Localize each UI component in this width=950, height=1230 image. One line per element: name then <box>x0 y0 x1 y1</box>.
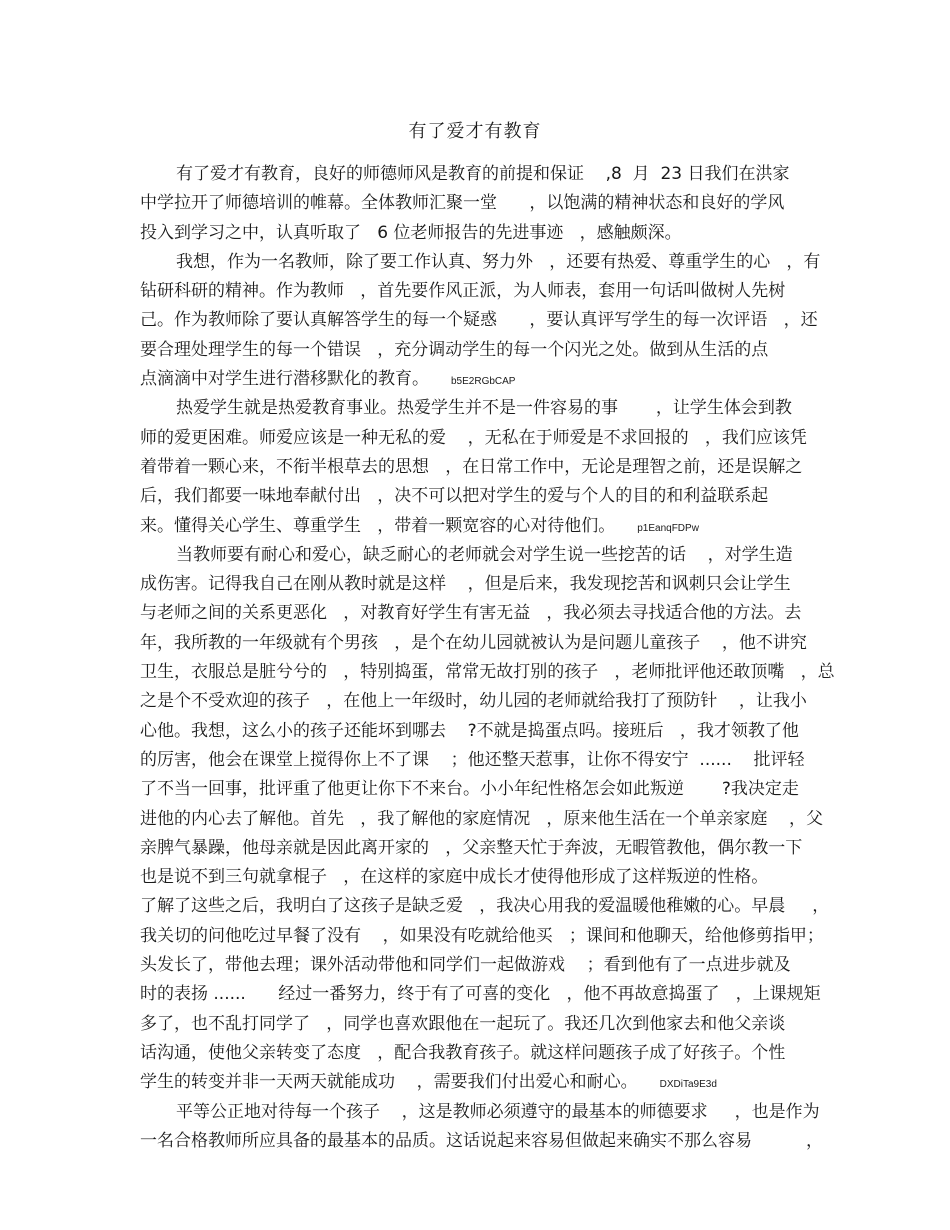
text-line <box>140 453 820 482</box>
text-line-content: 与老师之间的关系更恶化 ，对教育好学生有害无益 ，我必须去寻找适合他的方法。去 <box>140 603 802 624</box>
text-line <box>140 482 820 511</box>
text-line-content: 点滴滴中对学生进行潜移默化的教育。 <box>140 369 429 390</box>
text-line <box>140 306 820 335</box>
text-line <box>140 248 820 277</box>
text-line-content: 了不当一回事，批评重了他更让你下不来台。小小年纪性格怎会如此叛逆 ?我决定走 <box>140 779 799 800</box>
text-line-content: 进他的内心去了解他。首先 ，我了解他的家庭情况 ，原来他生活在一个单亲家庭 ，父 <box>140 808 824 829</box>
text-line-content: 投入到学习之中，认真听取了 6 位老师报告的先进事迹 ，感触颇深。 <box>140 222 682 243</box>
text-line-content: 着带着一颗心来，不衔半根草去的思想 ，在日常工作中，无论是理智之前，还是误解之 <box>140 456 803 477</box>
text-line <box>140 424 820 453</box>
text-line <box>140 1039 820 1068</box>
text-line <box>140 863 820 892</box>
text-line-content: 话沟通，使他父亲转变了态度 ，配合我教育孩子。就这样问题孩子成了好孩子。个性 <box>140 1042 786 1063</box>
text-line <box>140 1127 824 1156</box>
text-line-content: 热爱学生就是热爱教育事业。热爱学生并不是一件容易的事 ，让学生体会到教 <box>176 398 792 419</box>
text-line <box>140 717 820 746</box>
text-line-content: 多了，也不乱打同学了 ，同学也喜欢跟他在一起玩了。我还几次到他家去和他父亲谈 <box>140 1013 786 1034</box>
text-line <box>140 746 820 775</box>
text-line <box>140 1068 820 1097</box>
text-line-content: 的厉害，他会在课堂上搅得你上不了课 ；他还整天惹事，让你不得安宁 ...... 批评轻 <box>140 749 805 770</box>
text-line <box>140 365 820 394</box>
text-line <box>140 1010 820 1039</box>
text-line-content: 师的爱更困难。师爱应该是一种无私的爱 ，无私在于师爱是不求回报的 ，我们应该凭 <box>140 427 807 448</box>
text-line-content: 心他。我想，这么小的孩子还能坏到哪去 ?不就是捣蛋点吗。接班后 ，我才领教了他 <box>140 720 799 741</box>
text-line <box>140 775 820 804</box>
text-line-content: 来。懂得关心学生、尊重学生 ，带着一颗宽容的心对待他们。 <box>140 515 616 536</box>
text-line-content: 一名合格教师所应具备的最基本的品质。这话说起来容易但做起来确实不那么容易 ， <box>140 1130 824 1151</box>
paragraph-code: b5E2RGbCAP <box>451 376 516 388</box>
text-line <box>140 541 820 570</box>
text-line <box>140 219 820 248</box>
text-line <box>140 980 820 1009</box>
text-line <box>140 892 830 921</box>
text-line-content: 有了爱才有教育，良好的师德师风是教育的前提和保证 ,8 月 23 日我们在洪家 <box>176 164 790 184</box>
text-line-content: 也是说不到三句就拿棍子 ，在这样的家庭中成长才使得他形成了这样叛逆的性格。 <box>140 867 769 888</box>
text-line <box>140 658 835 687</box>
text-line-content: 中学拉开了师德培训的帷幕。全体教师汇聚一堂 ，以饱满的精神状态和良好的学风 <box>140 193 785 214</box>
text-line <box>140 512 820 541</box>
text-line-content: 之是个不受欢迎的孩子 ，在他上一年级时，幼儿园的老师就给我打了预防针 ，让我小 <box>140 691 807 712</box>
text-line <box>140 1098 820 1127</box>
text-line <box>140 834 820 863</box>
text-line-content: 后，我们都要一味地奉献付出 ，决不可以把对学生的爱与个人的目的和利益联系起 <box>140 486 769 507</box>
text-line <box>140 599 820 628</box>
text-line-content: 头发长了，带他去理；课外活动带他和同学们一起做游戏 ；看到他有了一点进步就及 <box>140 955 791 976</box>
text-line-content: 卫生，衣服总是脏兮兮的 ，特别捣蛋，常常无故打别的孩子 ，老师批评他还敢顶嘴 ，总 <box>140 662 835 683</box>
text-line <box>140 951 820 980</box>
text-line-content: 要合理处理学生的每一个错误 ，充分调动学生的每一个闪光之处。做到从生活的点 <box>140 339 769 360</box>
text-line <box>140 336 820 365</box>
article-body <box>140 160 835 1156</box>
text-line-content: 我想，作为一名教师，除了要工作认真、努力外 ，还要有热爱、尊重学生的心 ，有 <box>176 251 821 272</box>
text-line-content: 年，我所教的一年级就有个男孩 ，是个在幼儿园就被认为是问题儿童孩子 ，他不讲究 <box>140 632 807 653</box>
text-line <box>140 277 820 306</box>
text-line-content: 己。作为教师除了要认真解答学生的每一个疑惑 ，要认真评写学生的每一次评语 ，还 <box>140 310 818 331</box>
text-line-content: 钻研科研的精神。作为教师 ，首先要作风正派，为人师表，套用一句话叫做树人先树 <box>140 281 786 302</box>
text-line-content: 成伤害。记得我自己在刚从教时就是这样 ，但是后来，我发现挖苦和讽刺只会让学生 <box>140 574 791 595</box>
text-line-content: 平等公正地对待每一个孩子 ，这是教师必须遵守的最基本的师德要求 ，也是作为 <box>176 1101 820 1122</box>
text-line <box>140 189 820 218</box>
text-line-content: 时的表扬 ...... 经过一番努力，终于有了可喜的变化 ，他不再故意捣蛋了 ，上课规矩 <box>140 984 821 1005</box>
text-line <box>140 922 824 951</box>
text-line <box>140 570 820 599</box>
text-line-content: 学生的转变并非一天两天就能成功 ，需要我们付出爱心和耐心。 <box>140 1072 638 1093</box>
text-line-content: 了解了这些之后，我明白了这孩子是缺乏爱 ，我决心用我的爱温暖他稚嫩的心。早晨 ， <box>140 896 830 917</box>
page-title: 有了爱才有教育 <box>408 121 542 142</box>
text-line <box>140 805 824 834</box>
text-line <box>140 394 820 423</box>
text-line <box>140 687 820 716</box>
text-line <box>140 160 820 189</box>
text-line-content: 亲脾气暴躁，他母亲就是因此离开家的 ，父亲整天忙于奔波，无暇管教他，偶尔教一下 <box>140 837 803 858</box>
text-line <box>140 629 820 658</box>
paragraph-code: p1EanqFDPw <box>637 522 699 534</box>
paragraph-code: DXDiTa9E3d <box>659 1079 717 1091</box>
text-line-content: 当教师要有耐心和爱心，缺乏耐心的老师就会对学生说一些挖苦的话 ，对学生造 <box>176 544 793 565</box>
text-line-content: 我关切的问他吃过早餐了没有 ，如果没有吃就给他买 ；课间和他聊天，给他修剪指甲； <box>140 925 824 946</box>
